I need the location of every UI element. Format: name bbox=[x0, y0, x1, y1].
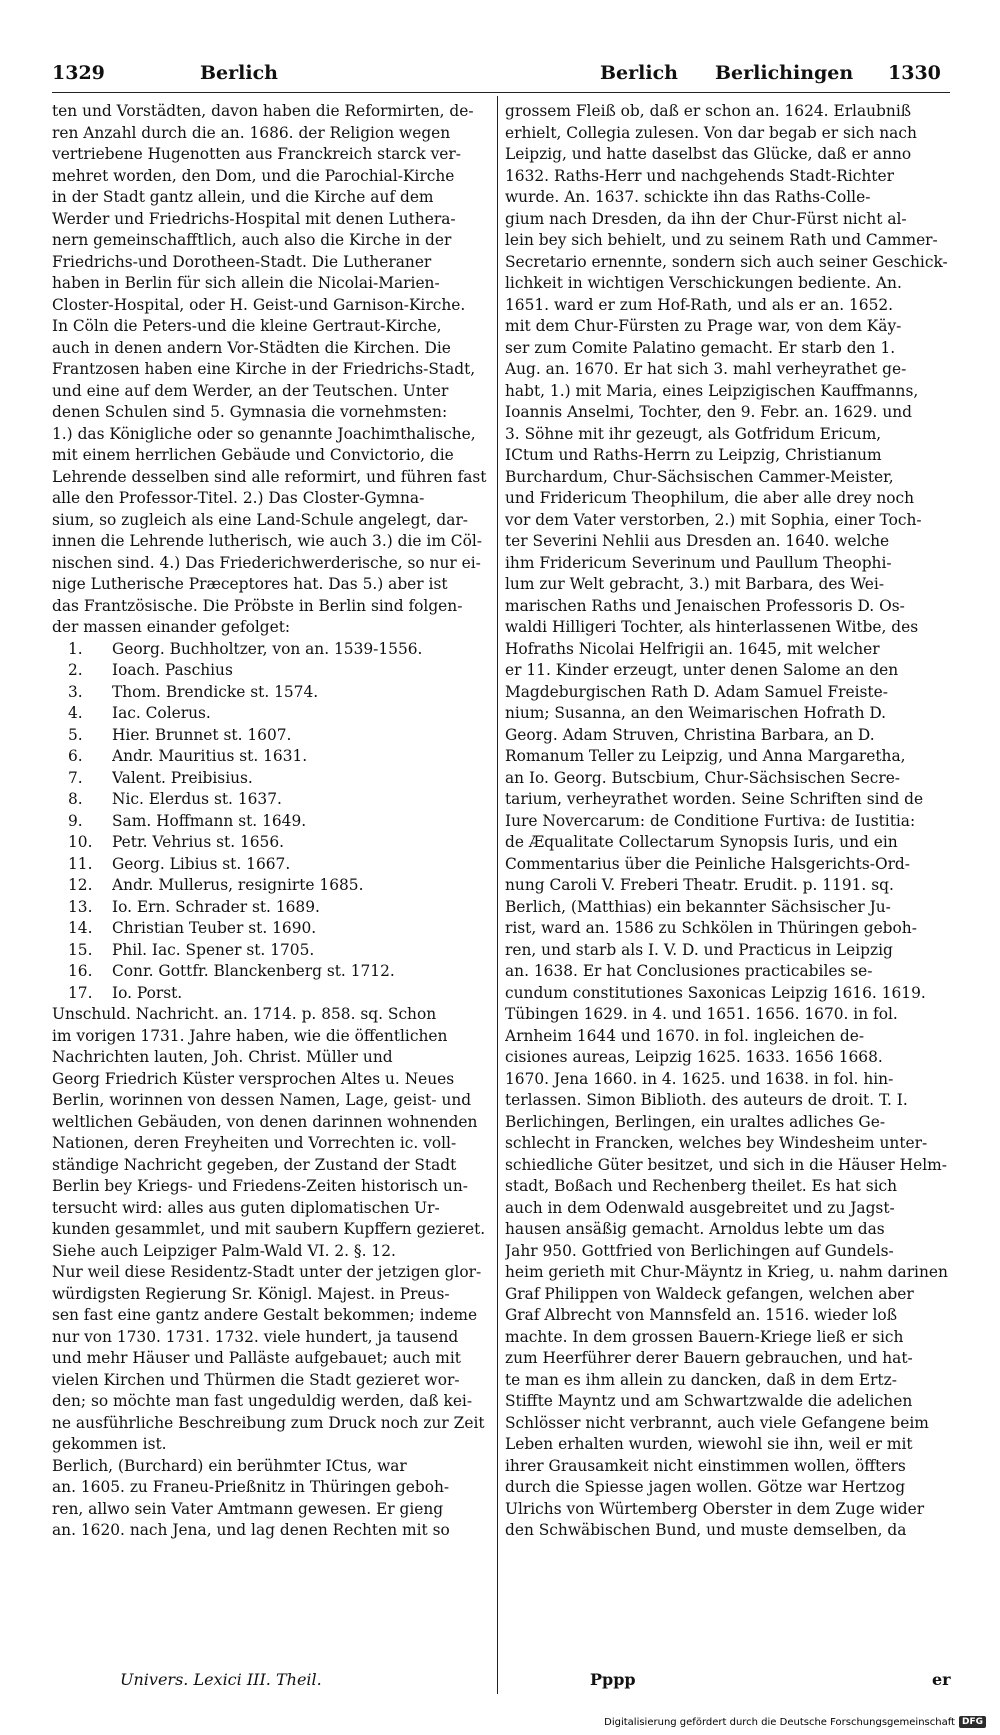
text-line: auch in dem Odenwald ausgebreitet und zu Jagst- bbox=[505, 1198, 895, 1217]
text-line: Werder und Friedrichs-Hospital mit denen Luthera- bbox=[52, 209, 456, 228]
text-line: ser zum Comite Palatino gemacht. Er starb den 1. bbox=[505, 338, 896, 357]
text-line: stadt, Boßach und Rechenberg theilet. Es hat sich bbox=[505, 1177, 898, 1195]
text-line: ihrer Grausamkeit nicht einstimmen wollen, öffters bbox=[505, 1456, 906, 1475]
text-line: schiedliche Güter besitzet, und sich in die Häuser Helm- bbox=[505, 1155, 947, 1174]
text-line: cisiones aureas, Leipzig 1625. 1633. 1656 1668. bbox=[505, 1048, 883, 1066]
text-line: der massen einander gefolget: bbox=[52, 618, 291, 636]
text-line: denen Schulen sind 5. Gymnasia die vornehmsten: bbox=[52, 403, 448, 421]
provost-name: Andr. Mauritius st. 1631. bbox=[112, 747, 308, 765]
text-line: Graf Philippen von Waldeck gefangen, welchen aber bbox=[505, 1284, 914, 1303]
text-line: Berlich, (Matthias) ein bekannter Sächsischer Ju- bbox=[505, 897, 891, 916]
text-line: gium nach Dresden, da ihn der Chur-Fürst nicht al- bbox=[505, 209, 907, 228]
text-line: kunden gesammlet, und mit saubern Kupffern gezieret. bbox=[52, 1220, 486, 1238]
provost-list-item bbox=[52, 897, 490, 919]
funding-note-text: Digitalisierung gefördert durch die Deutsche Forschungsgemeinschaft bbox=[604, 1716, 955, 1728]
provost-name: Nic. Elerdus st. 1637. bbox=[112, 790, 282, 808]
provost-number: 8. bbox=[68, 790, 83, 808]
text-line: tersucht wird: alles aus guten diplomatischen Ur- bbox=[52, 1198, 440, 1217]
text-line: ren, allwo sein Vater Amtmann gewesen. Er gieng bbox=[52, 1499, 444, 1518]
text-line: heim gerieth mit Chur-Mäyntz in Krieg, u. nahm darinen bbox=[505, 1263, 948, 1281]
text-line: Nur weil diese Residentz-Stadt unter der jetzigen glor- bbox=[52, 1263, 482, 1281]
text-line: machte. In dem grossen Bauern-Kriege ließ er sich bbox=[505, 1327, 904, 1346]
text-line: lichkeit in wichtigen Verschickungen bediente. An. bbox=[505, 274, 902, 292]
provost-name: Thom. Brendicke st. 1574. bbox=[112, 682, 319, 701]
provost-name: Andr. Mullerus, resignirte 1685. bbox=[112, 876, 364, 894]
text-line: an. 1605. zu Franeu-Prießnitz in Thüringen geboh- bbox=[52, 1478, 450, 1496]
text-line: nium; Susanna, an den Weimarischen Hofrath D. bbox=[505, 704, 887, 722]
provost-list-item bbox=[52, 682, 490, 704]
provost-number: 12. bbox=[68, 876, 93, 894]
text-line: sen fast eine gantz andere Gestalt bekommen; indeme bbox=[52, 1306, 478, 1324]
provost-list-item bbox=[52, 703, 490, 725]
text-line: alle den Professor-Titel. 2.) Das Closter-Gymna- bbox=[52, 489, 425, 507]
text-line: terlassen. Simon Biblioth. des auteurs de droit. T. I. bbox=[505, 1091, 908, 1109]
provost-number: 9. bbox=[68, 811, 83, 830]
provost-name: Valent. Preibisius. bbox=[112, 768, 253, 787]
column-divider bbox=[497, 96, 498, 1694]
text-line: auch in denen andern Vor-Städten die Kirchen. Die bbox=[52, 338, 451, 357]
text-line: durch die Spiesse jagen wollen. Götze war Hertzog bbox=[505, 1478, 906, 1496]
text-line: ter Severini Nehlii aus Dresden an. 1640. welche bbox=[505, 532, 890, 550]
text-line: haben in Berlin für sich allein die Nicolai-Marien- bbox=[52, 274, 440, 292]
header-rule bbox=[52, 92, 950, 93]
text-line: te man es ihm allein zu dancken, daß in dem Ertz- bbox=[505, 1370, 897, 1389]
provost-number: 14. bbox=[68, 919, 93, 937]
provost-list-item bbox=[52, 768, 490, 790]
text-line: und Fridericum Theophilum, die aber alle drey noch bbox=[505, 489, 915, 507]
text-line: weltlichen Gebäuden, von denen darinnen wohnenden bbox=[52, 1112, 478, 1131]
text-line: Berlin, worinnen von dessen Namen, Lage, geist- und bbox=[52, 1091, 472, 1109]
provost-list-item bbox=[52, 875, 490, 897]
funding-note bbox=[604, 1714, 986, 1730]
text-line: Friedrichs-und Dorotheen-Stadt. Die Lutheraner bbox=[52, 252, 432, 271]
text-line: 1670. Jena 1660. in 4. 1625. und 1638. in fol. hin- bbox=[505, 1069, 894, 1088]
provost-number: 13. bbox=[68, 897, 93, 916]
text-line: an. 1620. nach Jena, und lag denen Rechten mit so bbox=[52, 1521, 450, 1539]
text-line: de Æqualitate Collectarum Synopsis Iuris, und ein bbox=[505, 833, 898, 851]
provost-number: 3. bbox=[68, 682, 83, 701]
provost-number: 15. bbox=[68, 940, 93, 959]
running-head-right-2: Berlichingen bbox=[715, 62, 854, 84]
provost-number: 16. bbox=[68, 962, 93, 980]
provost-name: Io. Ern. Schrader st. 1689. bbox=[112, 897, 320, 916]
text-line: Ioannis Anselmi, Tochter, den 9. Febr. an. 1629. und bbox=[505, 403, 913, 421]
text-line: grossem Fleiß ob, daß er schon an. 1624. Erlaubniß bbox=[505, 102, 912, 120]
signature-mark: Pppp bbox=[590, 1670, 636, 1689]
provost-name: Petr. Vehrius st. 1656. bbox=[112, 833, 285, 851]
text-line: rist, ward an. 1586 zu Schkölen in Thüringen geboh- bbox=[505, 919, 917, 937]
text-line: in der Stadt gantz allein, und die Kirche auf dem bbox=[52, 188, 434, 206]
provost-number: 17. bbox=[68, 983, 93, 1002]
text-line: lein bey sich behielt, und zu seinem Rath und Cammer- bbox=[505, 231, 938, 249]
text-line: ren Anzahl durch die an. 1686. der Religion wegen bbox=[52, 123, 451, 142]
text-line: Lehrende desselben sind alle reformirt, und führen fast bbox=[52, 467, 487, 486]
catchword: er bbox=[932, 1670, 951, 1689]
text-line: marischen Raths und Jenaischen Professoris D. Os- bbox=[505, 596, 905, 615]
text-line: Schlösser nicht verbrannt, auch viele Gefangene beim bbox=[505, 1413, 929, 1432]
text-line: 3. Söhne mit ihr gezeugt, als Gotfridum Ericum, bbox=[505, 424, 882, 443]
text-line: In Cöln die Peters-und die kleine Gertraut-Kirche, bbox=[52, 317, 442, 335]
text-line: innen die Lehrende lutherisch, wie auch 3.) die im Cöl- bbox=[52, 532, 482, 550]
text-line: Magdeburgischen Rath D. Adam Samuel Freiste- bbox=[505, 682, 888, 701]
provost-number: 7. bbox=[68, 768, 83, 787]
provost-number: 10. bbox=[68, 833, 93, 851]
text-line: und mehr Häuser und Palläste aufgebauet; auch mit bbox=[52, 1349, 461, 1367]
volume-footer: Univers. Lexici III. Theil. bbox=[120, 1670, 322, 1689]
running-head-left: Berlich bbox=[200, 62, 278, 84]
text-line: ten und Vorstädten, davon haben die Reformirten, de- bbox=[52, 102, 474, 120]
provost-name: Phil. Iac. Spener st. 1705. bbox=[112, 940, 315, 959]
text-line: Berlin bey Kriegs- und Friedens-Zeiten historisch un- bbox=[52, 1177, 468, 1195]
text-line: nur von 1730. 1731. 1732. viele hundert, ja tausend bbox=[52, 1327, 459, 1346]
text-line: Leipzig, und hatte daselbst das Glücke, daß er anno bbox=[505, 145, 912, 163]
provost-number: 11. bbox=[68, 854, 93, 873]
provost-list-item bbox=[52, 639, 490, 661]
text-line: ren, und starb als I. V. D. und Practicus in Leipzig bbox=[505, 940, 893, 959]
text-line: Aug. an. 1670. Er hat sich 3. mahl verheyrathet ge- bbox=[505, 360, 907, 378]
text-line: sium, so zugleich als eine Land-Schule angelegt, dar- bbox=[52, 510, 469, 529]
text-line: 1632. Raths-Herr und nachgehends Stadt-Richter bbox=[505, 166, 894, 185]
text-line: 1.) das Königliche oder so genannte Joachimthalische, bbox=[52, 424, 476, 443]
text-line: zum Heerführer derer Bauern gebrauchen, und hat- bbox=[505, 1349, 913, 1367]
text-line: Nachrichten lauten, Joh. Christ. Müller und bbox=[52, 1048, 393, 1066]
provost-list-item bbox=[52, 854, 490, 876]
text-line: den Schwäbischen Bund, und muste demselben, da bbox=[505, 1521, 907, 1539]
text-line: Iure Novercarum: de Conditione Furtiva: de Iustitia: bbox=[505, 811, 916, 830]
provost-name: Sam. Hoffmann st. 1649. bbox=[112, 811, 307, 830]
text-line: Unschuld. Nachricht. an. 1714. p. 858. sq. Schon bbox=[52, 1005, 437, 1023]
text-line: vertriebene Hugenotten aus Franckreich starck ver- bbox=[52, 145, 461, 163]
text-line: mehret worden, den Dom, und die Parochial-Kirche bbox=[52, 166, 455, 185]
running-head-right: Berlich bbox=[600, 62, 678, 84]
text-line: Closter-Hospital, oder H. Geist-und Garnison-Kirche. bbox=[52, 295, 466, 314]
provost-number: 4. bbox=[68, 704, 83, 722]
provost-list-item bbox=[52, 660, 490, 682]
dfg-logo: DFG bbox=[959, 1716, 986, 1728]
text-line: habt, 1.) mit Maria, eines Leipzigischen Kauffmanns, bbox=[505, 381, 919, 400]
provost-list-item bbox=[52, 940, 490, 962]
page-number-left: 1329 bbox=[52, 62, 105, 84]
text-line: und eine auf dem Werder, an der Teutschen. Unter bbox=[52, 381, 449, 400]
provost-name: Iac. Colerus. bbox=[112, 704, 211, 722]
text-line: Tübingen 1629. in 4. und 1651. 1656. 1670. in fol. bbox=[505, 1005, 898, 1023]
text-line: Siehe auch Leipziger Palm-Wald VI. 2. §. 12. bbox=[52, 1241, 396, 1260]
text-line: Leben erhalten wurden, wiewohl sie ihn, weil er mit bbox=[505, 1435, 913, 1453]
text-line: würdigsten Regierung Sr. Königl. Majest. in Preus- bbox=[52, 1284, 450, 1303]
text-line: nung Caroli V. Freberi Theatr. Erudit. p. 1191. sq. bbox=[505, 876, 894, 894]
text-line: das Frantzösische. Die Pröbste in Berlin sind folgen- bbox=[52, 596, 463, 615]
provost-list-item bbox=[52, 725, 490, 747]
text-line: nige Lutherische Præceptores hat. Das 5.) aber ist bbox=[52, 575, 448, 593]
text-line: an. 1638. Er hat Conclusiones practicabiles se- bbox=[505, 962, 873, 980]
text-line: 1651. ward er zum Hof-Rath, und als er an. 1652. bbox=[505, 295, 894, 314]
text-line: Graf Albrecht von Mannsfeld an. 1516. wieder loß bbox=[505, 1306, 897, 1324]
provost-name: Conr. Gottfr. Blanckenberg st. 1712. bbox=[112, 962, 395, 980]
text-line: mit einem herrlichen Gebäude und Convictorio, die bbox=[52, 446, 454, 464]
text-line: erhielt, Collegia zulesen. Von dar begab er sich nach bbox=[505, 123, 917, 142]
text-line: vielen Kirchen und Thürmen die Stadt gezieret wor- bbox=[52, 1370, 460, 1389]
provost-list-item bbox=[52, 746, 490, 768]
text-line: Arnheim 1644 und 1670. in fol. ingleichen de- bbox=[505, 1026, 865, 1045]
text-line: hausen ansäßig gemacht. Arnoldus lebte um das bbox=[505, 1220, 885, 1238]
text-line: Romanum Teller zu Leipzig, und Anna Margaretha, bbox=[505, 747, 906, 765]
text-line: Jahr 950. Gottfried von Berlichingen auf Gundels- bbox=[505, 1241, 894, 1260]
text-line: Secretario ernennte, sondern sich auch seiner Geschick- bbox=[505, 252, 948, 271]
text-line: schlecht in Francken, welches bey Windesheim unter- bbox=[505, 1134, 928, 1152]
provost-number: 6. bbox=[68, 747, 83, 765]
text-line: Georg Friedrich Küster versprochen Altes u. Neues bbox=[52, 1069, 455, 1088]
text-line: mit dem Chur-Fürsten zu Prage war, von dem Käy- bbox=[505, 317, 902, 335]
text-line: Burchardum, Chur-Sächsischen Cammer-Meister, bbox=[505, 467, 894, 486]
text-line: vor dem Vater verstorben, 2.) mit Sophia, einer Toch- bbox=[505, 510, 922, 529]
provost-name: Georg. Libius st. 1667. bbox=[112, 854, 291, 873]
text-line: wurde. An. 1637. schickte ihn das Raths-Colle- bbox=[505, 188, 871, 206]
provost-list-item bbox=[52, 811, 490, 833]
text-line: Frantzosen haben eine Kirche in der Friedrichs-Stadt, bbox=[52, 360, 476, 378]
text-line: gekommen ist. bbox=[52, 1435, 167, 1453]
text-line: Commentarius über die Peinliche Halsgerichts-Ord- bbox=[505, 854, 910, 873]
provost-name: Georg. Buchholtzer, von an. 1539-1556. bbox=[112, 639, 423, 658]
left-column bbox=[52, 101, 490, 1542]
text-line: Hofraths Nicolai Helfrigii an. 1645, mit welcher bbox=[505, 639, 880, 658]
provost-number: 1. bbox=[68, 639, 83, 658]
text-line: tarium, verheyrathet worden. Seine Schriften sind de bbox=[505, 790, 924, 808]
text-line: im vorigen 1731. Jahre haben, wie die öffentlichen bbox=[52, 1026, 448, 1045]
provost-name: Ioach. Paschius bbox=[112, 661, 233, 679]
provost-list-item bbox=[52, 961, 490, 983]
text-line: Ulrichs von Würtemberg Oberster in dem Zuge wider bbox=[505, 1499, 925, 1518]
provost-name: Christian Teuber st. 1690. bbox=[112, 919, 317, 937]
text-line: nischen sind. 4.) Das Friederichwerderische, so nur ei- bbox=[52, 553, 481, 572]
text-line: an Io. Georg. Butscbium, Chur-Sächsischen Secre- bbox=[505, 768, 901, 787]
provost-list-item bbox=[52, 918, 490, 940]
text-line: Stiffte Mayntz und am Schwartzwalde die adelichen bbox=[505, 1392, 913, 1410]
text-line: Georg. Adam Struven, Christina Barbara, an D. bbox=[505, 725, 875, 744]
provost-number: 2. bbox=[68, 661, 83, 679]
page-number-right: 1330 bbox=[888, 62, 941, 84]
text-line: den; so möchte man fast ungeduldig werden, daß kei- bbox=[52, 1392, 473, 1410]
provost-list-item bbox=[52, 983, 490, 1005]
text-line: ne ausführliche Beschreibung zum Druck noch zur Zeit bbox=[52, 1413, 485, 1432]
text-line: Berlichingen, Berlingen, ein uraltes adliches Ge- bbox=[505, 1112, 886, 1131]
text-line: ICtum und Raths-Herrn zu Leipzig, Christianum bbox=[505, 446, 882, 464]
text-line: ihm Fridericum Severinum und Paullum Theophi- bbox=[505, 553, 892, 572]
text-line: er 11. Kinder erzeugt, unter denen Salome an den bbox=[505, 661, 899, 679]
provost-number: 5. bbox=[68, 725, 83, 744]
text-line: nern gemeinschafftlich, auch also die Kirche in der bbox=[52, 231, 452, 249]
text-line: waldi Hilligeri Tochter, als hinterlassenen Witbe, des bbox=[505, 618, 919, 636]
text-line: ständige Nachricht gegeben, der Zustand der Stadt bbox=[52, 1155, 457, 1174]
text-line: cundum constitutiones Saxonicas Leipzig 1616. 1619. bbox=[505, 983, 926, 1002]
provost-list-item bbox=[52, 789, 490, 811]
provost-name: Hier. Brunnet st. 1607. bbox=[112, 725, 292, 744]
text-line: lum zur Welt gebracht, 3.) mit Barbara, des Wei- bbox=[505, 575, 885, 593]
right-column bbox=[505, 101, 950, 1542]
provost-name: Io. Porst. bbox=[112, 983, 183, 1002]
provost-list-item bbox=[52, 832, 490, 854]
text-line: Berlich, (Burchard) ein berühmter ICtus, war bbox=[52, 1456, 407, 1475]
text-line: Nationen, deren Freyheiten und Vorrechten ic. voll- bbox=[52, 1134, 457, 1152]
